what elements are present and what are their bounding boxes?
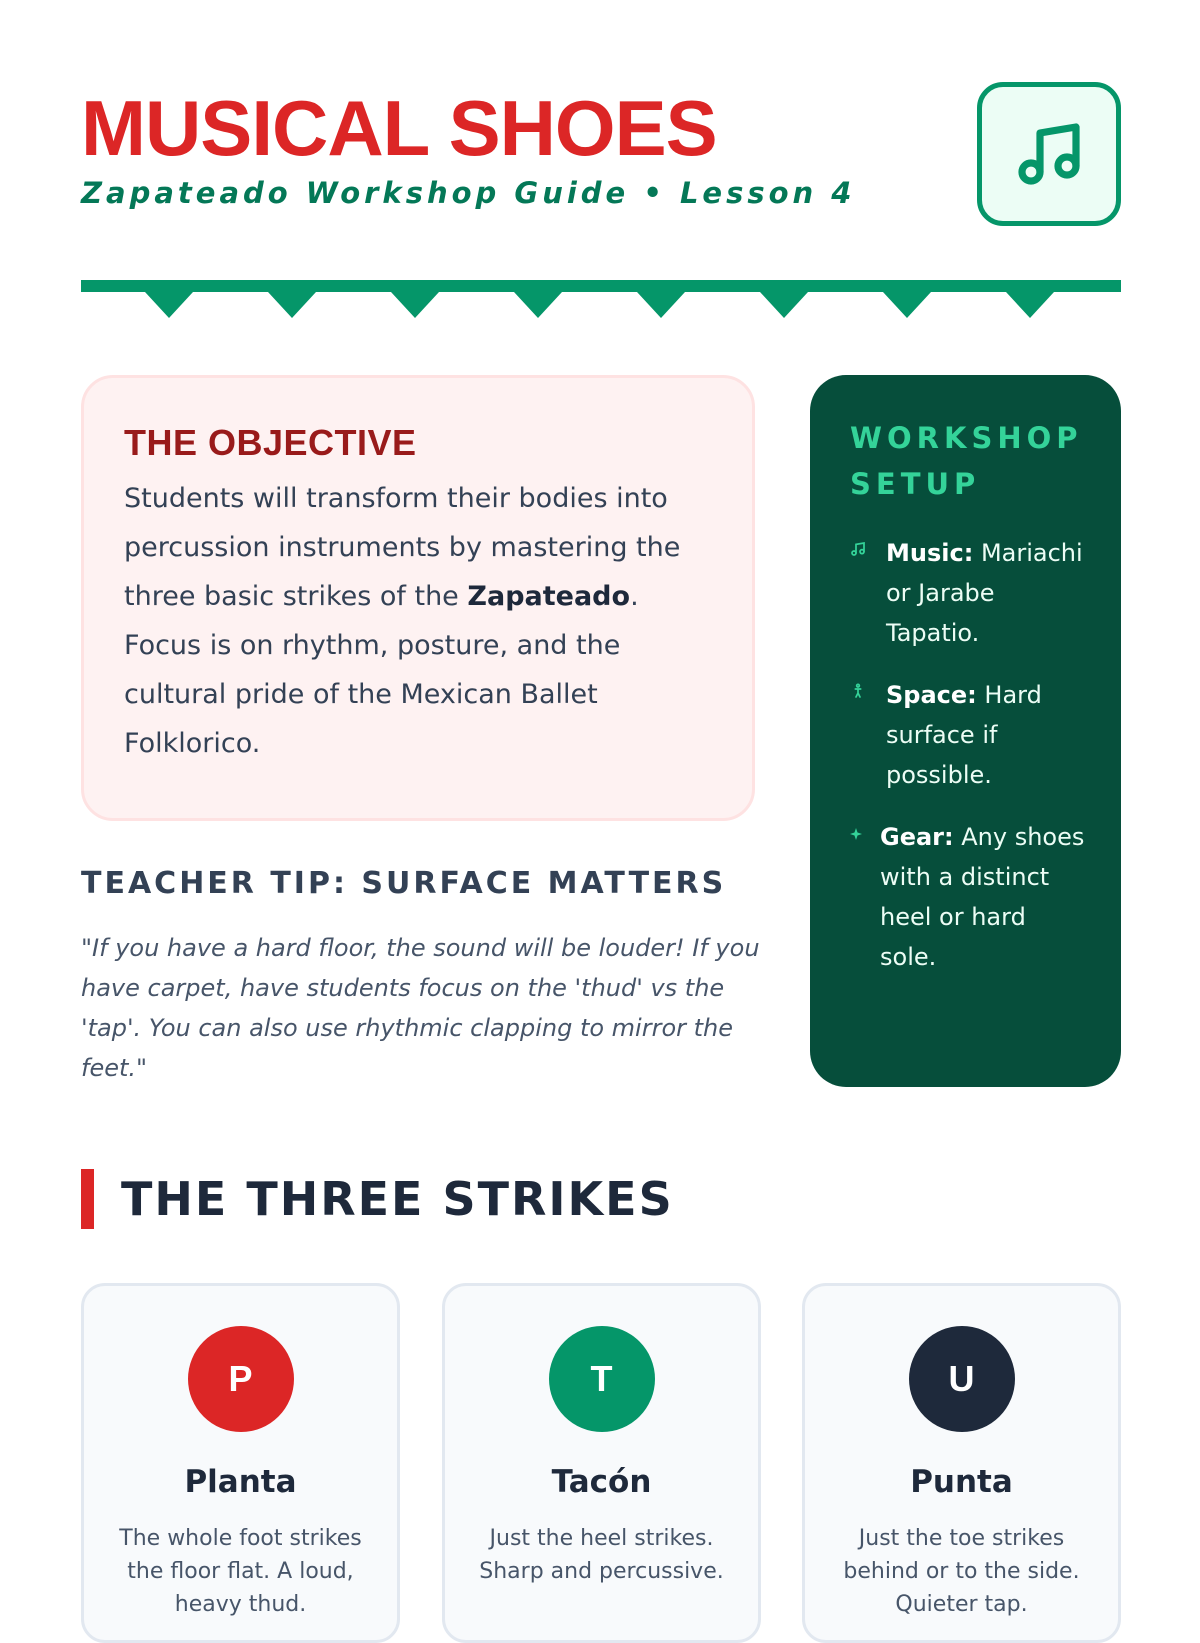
setup-item-gear bbox=[850, 817, 1085, 977]
logo-box bbox=[977, 82, 1121, 226]
setup-item-text bbox=[886, 675, 1085, 795]
objective-emphasis: Zapateado bbox=[467, 581, 631, 612]
page-title: MUSICAL SHOES bbox=[81, 84, 717, 172]
objective-heading: THE OBJECTIVE bbox=[124, 422, 417, 463]
music-note-icon bbox=[850, 533, 886, 561]
strike-description: The whole foot strikes the floor flat. A loud, heavy thud. bbox=[119, 1526, 362, 1617]
setup-item-text bbox=[886, 533, 1085, 653]
strike-description: Just the heel strikes. Sharp and percussive. bbox=[479, 1526, 724, 1584]
objective-card bbox=[81, 375, 755, 821]
objective-text-after: . Focus is on rhythm, posture, and the cultural pride of the Mexican Ballet Folklorico. bbox=[124, 581, 639, 759]
setup-item-label: Gear: bbox=[880, 823, 954, 851]
sparkle-icon bbox=[850, 817, 880, 844]
workshop-setup-panel bbox=[810, 375, 1121, 1087]
header bbox=[81, 84, 1121, 238]
strike-letter-badge: T bbox=[549, 1326, 655, 1432]
setup-heading: WORKSHOP SETUP bbox=[850, 421, 1083, 501]
setup-item-music bbox=[850, 533, 1085, 653]
setup-item-value: Mariachi or Jarabe Tapatio. bbox=[886, 539, 1083, 647]
setup-item-label: Space: bbox=[886, 681, 977, 709]
strike-description: Just the toe strikes behind or to the side. Quieter tap. bbox=[843, 1526, 1080, 1617]
page-subtitle: Zapateado Workshop Guide • Lesson 4 bbox=[81, 176, 856, 210]
setup-item-value: Hard surface if possible. bbox=[886, 681, 1042, 789]
setup-item-text bbox=[880, 817, 1085, 977]
setup-item-space bbox=[850, 675, 1085, 795]
music-note-icon bbox=[1013, 118, 1085, 190]
strike-name: Punta bbox=[910, 1464, 1013, 1500]
setup-item-label: Music: bbox=[886, 539, 974, 567]
strike-letter-badge: U bbox=[909, 1326, 1015, 1432]
strike-name: Tacón bbox=[551, 1464, 652, 1500]
strike-name: Planta bbox=[184, 1464, 297, 1500]
objective-text-before: Students will transform their bodies into percussion instruments by mastering the three basic strikes of the bbox=[124, 483, 681, 612]
strike-card-tacon bbox=[442, 1283, 761, 1643]
section-accent-bar bbox=[81, 1169, 94, 1229]
strike-letter-badge: P bbox=[188, 1326, 294, 1432]
tip-quote: "If you have a hard floor, the sound will be louder! If you have carpet, have students focus on the 'thud' vs the 'tap'. You can also use rhythmic clapping to mirror the feet." bbox=[81, 934, 760, 1082]
tip-heading: TEACHER TIP: SURFACE MATTERS bbox=[81, 866, 727, 901]
strike-cards bbox=[81, 1283, 1121, 1643]
setup-item-value: Any shoes with a distinct heel or hard sole. bbox=[880, 823, 1085, 971]
strikes-heading: THE THREE STRIKES bbox=[121, 1172, 674, 1226]
banner-divider bbox=[81, 280, 1121, 320]
objective-text bbox=[124, 474, 712, 768]
strike-card-punta bbox=[802, 1283, 1121, 1643]
accessibility-icon bbox=[850, 675, 886, 703]
strike-card-planta bbox=[81, 1283, 400, 1643]
